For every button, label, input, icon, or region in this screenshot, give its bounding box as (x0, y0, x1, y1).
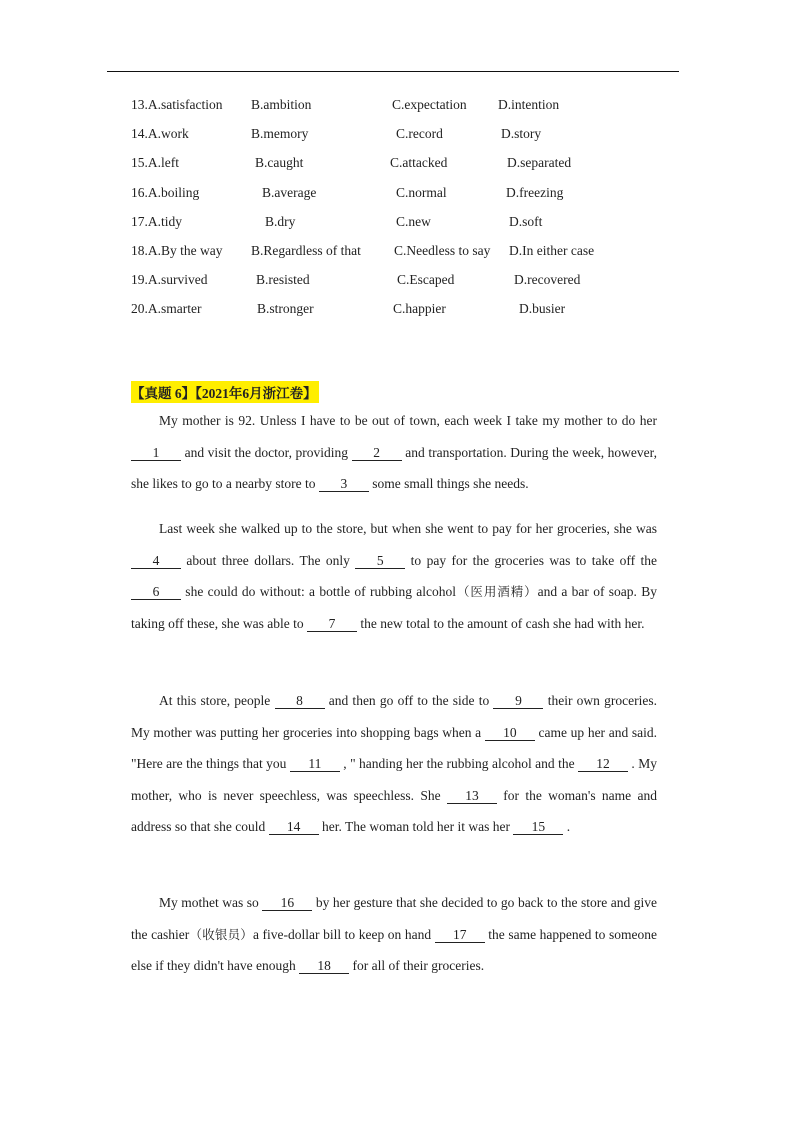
option-row-19 (131, 272, 691, 301)
option-a: 14.A.work (131, 126, 189, 142)
blank: 8 (275, 693, 325, 709)
option-b: B.resisted (256, 272, 310, 288)
option-d: D.intention (498, 97, 560, 112)
blank: 9 (493, 693, 543, 709)
option-a: 19.A.survived (131, 272, 208, 288)
option-d: D.recovered (514, 272, 581, 288)
option-d: D.story (501, 126, 542, 142)
paragraph-3: At this store, people 8 and then go off to the side to 9 their own groceries. My mother was putting her groceries into shopping bags when a 10 came up her and said. "Here are the things that you 11 , " handing her the rubbing alcohol and the 12 . My mother, who is never speechless, was speechless. She 13 for the woman's name and address so that she could 14 her. The woman told her it was her 15 . (131, 693, 658, 834)
blank: 17 (435, 927, 485, 943)
blank: 11 (290, 756, 340, 772)
paragraph-1: My mother is 92. Unless I have to be out of town, each week I take my mother to do her 1 and visit the doctor, providing 2 and transportation. During the week, however, she likes to go to a nearby store to 3 some small things she needs. (131, 413, 658, 491)
option-c: C.expectation (392, 97, 467, 112)
blank: 13 (447, 788, 497, 804)
paragraph-2: Last week she walked up to the store, but when she went to pay for her groceries, she was 4 about three dollars. The only 5 to pay for the groceries was to take off the 6 she could do without: a bottle of rubbing alcohol（医用酒精）and a bar of soap. By taking off these, she was able to 7 the new total to the amount of cash she had with her. (131, 521, 658, 631)
option-c: C.record (396, 126, 443, 142)
option-row-17 (131, 214, 691, 243)
option-b: B.stronger (257, 301, 314, 317)
option-b: B.caught (255, 155, 304, 171)
option-d: D.separated (507, 155, 572, 171)
option-a: 17.A.tidy (131, 213, 183, 229)
option-c: C.happier (393, 301, 446, 317)
blank: 16 (262, 895, 312, 911)
option-row-14 (131, 126, 691, 155)
option-b: B.dry (265, 213, 296, 229)
option-row-15 (131, 155, 691, 184)
option-b: B.Regardless of that (251, 242, 361, 258)
option-c: C.Escaped (397, 272, 455, 288)
option-c: C.normal (396, 184, 447, 200)
blank: 6 (131, 584, 181, 600)
option-a: 18.A.By the way (131, 242, 223, 258)
blank: 3 (319, 476, 369, 492)
blank: 10 (485, 725, 535, 741)
blank: 7 (307, 616, 357, 632)
option-row-13 (131, 97, 691, 126)
option-a: 15.A.left (131, 155, 179, 171)
blank: 14 (269, 819, 319, 835)
blank: 5 (355, 553, 405, 569)
option-a: 16.A.boiling (131, 184, 200, 200)
option-d: D.freezing (506, 184, 564, 200)
option-c: C.new (396, 213, 431, 229)
option-c: C.attacked (390, 155, 448, 171)
option-row-18 (131, 243, 691, 272)
options-list (131, 97, 691, 331)
option-d: D.soft (509, 213, 543, 229)
section-title: 【真题 6】【2021年6月浙江卷】 (131, 381, 319, 403)
blank: 4 (131, 553, 181, 569)
option-b: B.ambition (251, 97, 312, 112)
option-d: D.In either case (509, 242, 595, 258)
blank: 15 (513, 819, 563, 835)
option-c: C.Needless to say (394, 242, 491, 258)
option-a: 20.A.smarter (131, 301, 202, 317)
blank: 1 (131, 445, 181, 461)
option-a: 13.A.satisfaction (131, 97, 223, 112)
option-b: B.average (262, 184, 317, 200)
blank: 12 (578, 756, 628, 772)
option-b: B.memory (251, 126, 309, 142)
option-row-16 (131, 185, 691, 214)
paragraph-4: My mothet was so 16 by her gesture that she decided to go back to the store and give the cashier（收银员）a five-dollar bill to keep on hand 17 the same happened to someone else if they didn't have enough 18 for all of their groceries. (131, 895, 657, 973)
option-row-20 (131, 301, 691, 330)
header-rule (107, 71, 679, 72)
option-d: D.busier (519, 301, 566, 317)
blank: 2 (352, 445, 402, 461)
blank: 18 (299, 958, 349, 974)
